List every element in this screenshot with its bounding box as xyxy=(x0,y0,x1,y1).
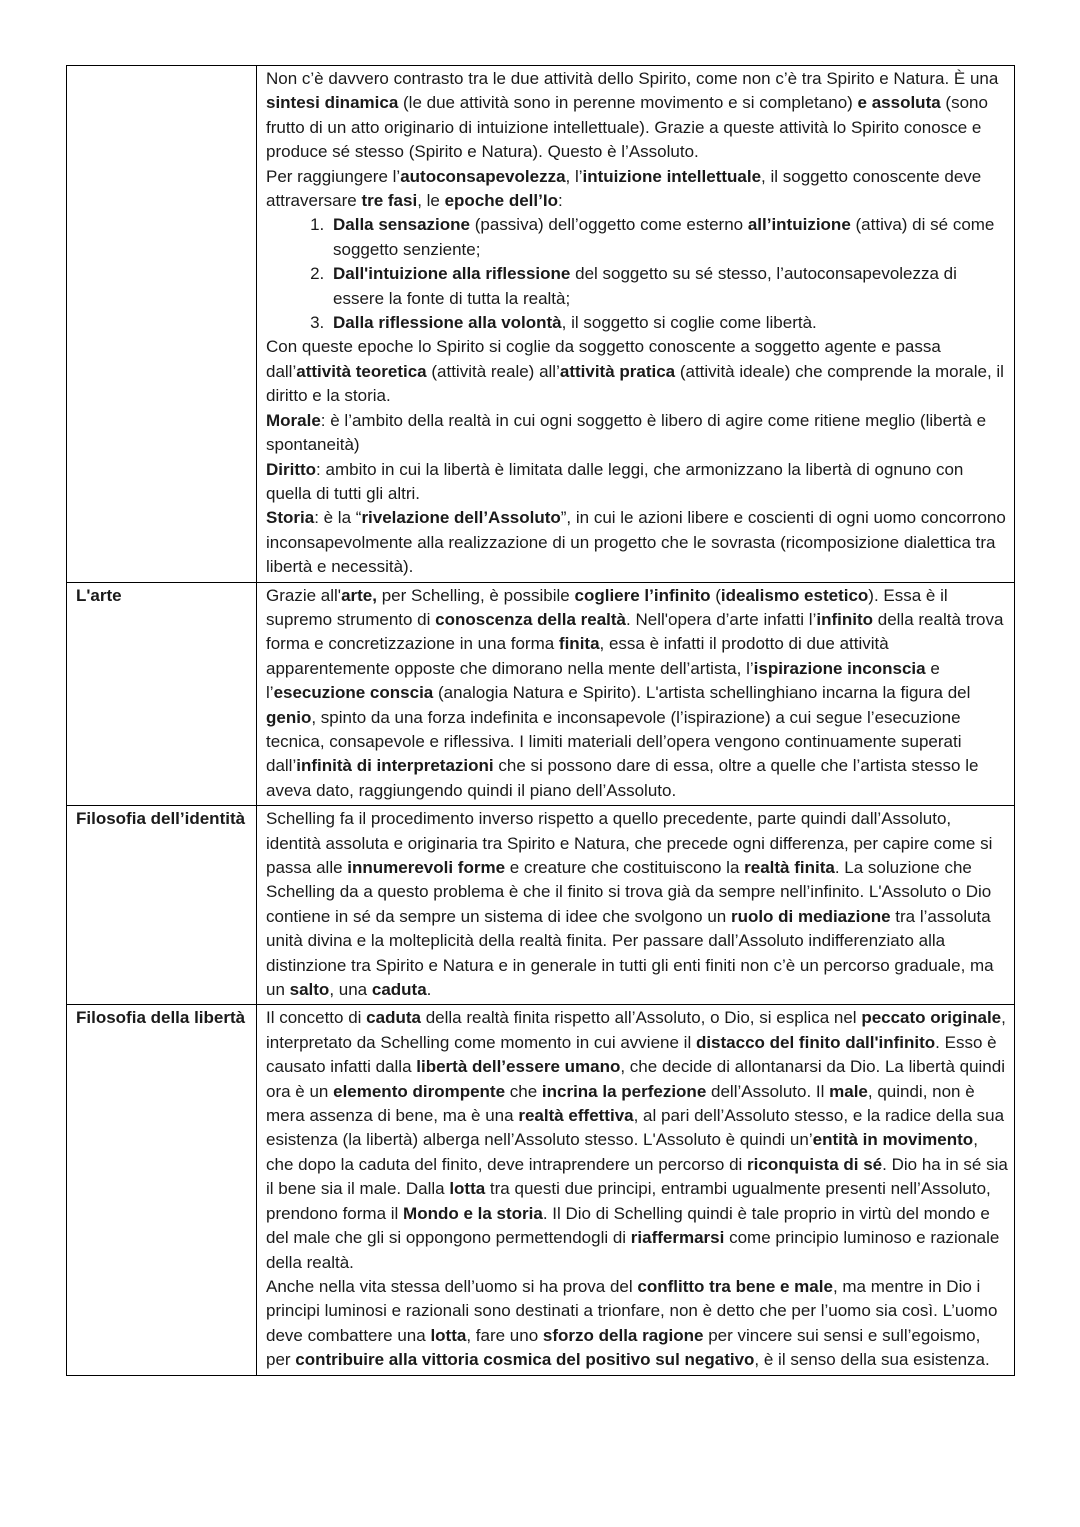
bold-text: sintesi dinamica xyxy=(266,93,399,113)
table-row-arte xyxy=(67,582,1015,806)
bold-text: intuizione intellettuale xyxy=(582,166,762,186)
bold-text: caduta xyxy=(366,1008,421,1028)
paragraph: Storia: è la “rivelazione dell’Assoluto”, in cui le azioni libere e coscienti di ogni uomo concorrono inconsapevolmente alla realizzazione di un progetto che le sovrasta (ricomposizione dialettica tra libertà e necessità). xyxy=(266,508,1006,577)
bold-text: attività teoretica xyxy=(296,361,427,381)
bold-text: entità in movimento xyxy=(812,1130,974,1150)
bold-text: Diritto xyxy=(266,459,317,479)
bold-text: Dalla sensazione xyxy=(333,215,471,235)
bold-text: lotta xyxy=(430,1325,467,1345)
notes-table xyxy=(66,65,1015,1376)
bold-text: elemento dirompente xyxy=(333,1081,506,1101)
bold-text: infinito xyxy=(816,609,874,629)
bold-text: autoconsapevolezza xyxy=(400,166,566,186)
bold-text: cogliere l’infinito xyxy=(574,585,711,605)
bold-text: peccato originale xyxy=(861,1008,1002,1028)
bold-text: innumerevoli forme xyxy=(347,858,506,877)
bold-text: Storia xyxy=(266,508,315,528)
row-label: Filosofia dell’identità xyxy=(67,806,257,1005)
bold-text: contribuire alla vittoria cosmica del positivo sul negativo xyxy=(295,1350,755,1370)
paragraph: Schelling fa il procedimento inverso rispetto a quello precedente, parte quindi dall’Assoluto, identità assoluta e originaria tra Spirito e Natura, che precede ogni differenza, per capire come si passa alle innumerevoli forme e creature che costituiscono la realtà finita. La soluzione che Schelling da a questo problema è che il finito si trova già da sempre nell’infinito. L'Assoluto o Dio contiene in sé da sempre un sistema di idee che svolgono un ruolo di mediazione tra l’assoluta unità divina e la molteplicità della realtà finita. Per passare dall’Assoluto indifferenziato alla distinzione tra Spirito e Natura e in generale in tutti gli enti finiti non c’è un percorso graduale, ma un salto, una caduta. xyxy=(266,809,994,1000)
bold-text: ispirazione inconscia xyxy=(753,658,926,678)
paragraph: Anche nella vita stessa dell’uomo si ha prova del conflitto tra bene e male, ma mentre in Dio i principi luminosi e razionali sono destinati a trionfare, non è detto che per l’uomo sia così. L’uomo deve combattere una lotta, fare uno sforzo della ragione per vincere sui sensi e sull’egoismo, per contribuire alla vittoria cosmica del positivo sul negativo, è il senso della sua esistenza. xyxy=(266,1276,998,1370)
bold-text: rivelazione dell’Assoluto xyxy=(361,508,561,528)
bold-text: libertà dell’essere umano xyxy=(416,1057,621,1077)
row-content xyxy=(257,582,1015,806)
bold-text: conoscenza della realtà xyxy=(435,609,627,629)
bold-text: incrina la perfezione xyxy=(541,1081,707,1101)
bold-text: arte, xyxy=(341,585,377,605)
bold-text: Mondo e la storia xyxy=(403,1203,543,1223)
bold-text: sforzo della ragione xyxy=(542,1325,704,1345)
paragraph: Il concetto di caduta della realtà finita rispetto all’Assoluto, o Dio, si esplica nel peccato originale, interpretato da Schelling come momento in cui avviene il distacco del finito dall'infinito. Esso è causato infatti dalla libertà dell’essere umano, che decide di allontanarsi da Dio. La libertà quindi ora è un elemento dirompente che incrina la perfezione dell’Assoluto. Il male, quindi, non è mera assenza di bene, ma è una realtà effettiva, al pari dell’Assoluto stesso, e la radice della sua esistenza (la libertà) alberga nell’Assoluto stesso. L'Assoluto è quindi un’entità in movimento, che dopo la caduta del finito, deve intraprendere un percorso di riconquista di sé. Dio ha in sé sia il bene sia il male. Dalla lotta tra questi due principi, entrambi ugualmente presenti nell’Assoluto, prendono forma il Mondo e la storia. Il Dio di Schelling quindi è tale proprio in virtù del mondo e del male che gli si oppongono permettendogli di riaffermarsi come principio luminoso e razionale della realtà. xyxy=(266,1008,1008,1272)
paragraph: Non c’è davvero contrasto tra le due attività dello Spirito, come non c’è tra Spirito e Natura. È una sintesi dinamica (le due attività sono in perenne movimento e si completano) e assoluta (sono frutto di un atto originario di intuizione intellettuale). Grazie a queste attività lo Spirito conosce e produce sé stesso (Spirito e Natura). Questo è l’Assoluto. xyxy=(266,69,999,162)
bold-text: Dall'intuizione alla riflessione xyxy=(333,264,571,284)
bold-text: idealismo estetico xyxy=(720,585,869,605)
bold-text: lotta xyxy=(449,1179,486,1199)
paragraph: Grazie all'arte, per Schelling, è possibile cogliere l’infinito (idealismo estetico). Essa è il supremo strumento di conoscenza della realtà. Nell'opera d’arte infatti l’infinito della realtà trova forma e concretizzazione in una forma finita, essa è infatti il prodotto di due attività apparentemente opposte che dimorano nella mente dell’artista, l’ispirazione inconscia e l’esecuzione conscia (analogia Natura e Spirito). L'artista schellinghiano incarna la figura del genio, spinto da una forza indefinita e inconsapevole (l’ispirazione) a cui segue l’esecuzione tecnica, consapevole e riflessiva. I limiti materiali dell’opera vengono continuamente superati dall’infinità di interpretazioni che si possono dare di essa, oltre a quelle che l’artista stesso le aveva dato, raggiungendo quindi il piano dell’Assoluto. xyxy=(266,585,1004,800)
table-row-identita xyxy=(67,806,1015,1005)
bold-text: male xyxy=(829,1081,868,1101)
bold-text: realtà finita xyxy=(744,858,835,877)
table-row-intro xyxy=(67,66,1015,583)
bold-text: tre fasi xyxy=(361,191,418,211)
bold-text: finita xyxy=(558,634,600,654)
row-label: Filosofia della libertà xyxy=(67,1005,257,1375)
bold-text: all’intuizione xyxy=(747,215,851,235)
bold-text: conflitto tra bene e male xyxy=(637,1276,833,1296)
row-label xyxy=(67,66,257,583)
bold-text: ruolo di mediazione xyxy=(730,906,891,926)
bold-text: riconquista di sé xyxy=(747,1154,883,1174)
row-label: L'arte xyxy=(67,582,257,806)
bold-text: infinità di interpretazioni xyxy=(296,756,494,776)
bold-text: riaffermarsi xyxy=(630,1228,725,1248)
row-content xyxy=(257,806,1015,1005)
list-item: 3. Dalla riflessione alla volontà, il soggetto si coglie come libertà. xyxy=(329,311,1008,335)
bold-text: caduta xyxy=(371,980,427,1000)
bold-text: Dalla riflessione alla volontà xyxy=(333,313,562,333)
paragraph: Morale: è l’ambito della realtà in cui ogni soggetto è libero di agire come ritiene meglio (libertà e spontaneità) xyxy=(266,410,987,455)
bold-text: attività pratica xyxy=(559,361,676,381)
paragraph: Diritto: ambito in cui la libertà è limitata dalle leggi, che armonizzano la libertà di ognuno con quella di tutti gli altri. xyxy=(266,459,964,503)
bold-text: esecuzione conscia xyxy=(273,683,434,703)
row-content xyxy=(257,66,1015,583)
list-item: 1. Dalla sensazione (passiva) dell’oggetto come esterno all’intuizione (attiva) di sé come soggetto senziente; xyxy=(329,213,1008,262)
paragraph: Per raggiungere l’autoconsapevolezza, l’intuizione intellettuale, il soggetto conoscente deve attraversare tre fasi, le epoche dell’Io: xyxy=(266,166,982,211)
bold-text: e assoluta xyxy=(857,93,941,113)
row-content xyxy=(257,1005,1015,1375)
paragraph: Con queste epoche lo Spirito si coglie da soggetto conoscente a soggetto agente e passa dall’attività teoretica (attività reale) all’attività pratica (attività ideale) che comprende la morale, il diritto e la storia. xyxy=(266,337,1004,406)
bold-text: Morale xyxy=(266,410,321,430)
bold-text: realtà effettiva xyxy=(518,1106,634,1126)
bold-text: distacco del finito dall'infinito xyxy=(695,1032,936,1052)
table-row-liberta xyxy=(67,1005,1015,1375)
bold-text: genio xyxy=(266,707,312,727)
bold-text: epoche dell’Io xyxy=(444,191,558,211)
bold-text: salto xyxy=(289,980,330,1000)
epoche-list xyxy=(266,213,1008,335)
list-item: 2. Dall'intuizione alla riflessione del soggetto su sé stesso, l’autoconsapevolezza di essere la fonte di tutta la realtà; xyxy=(329,262,1008,311)
